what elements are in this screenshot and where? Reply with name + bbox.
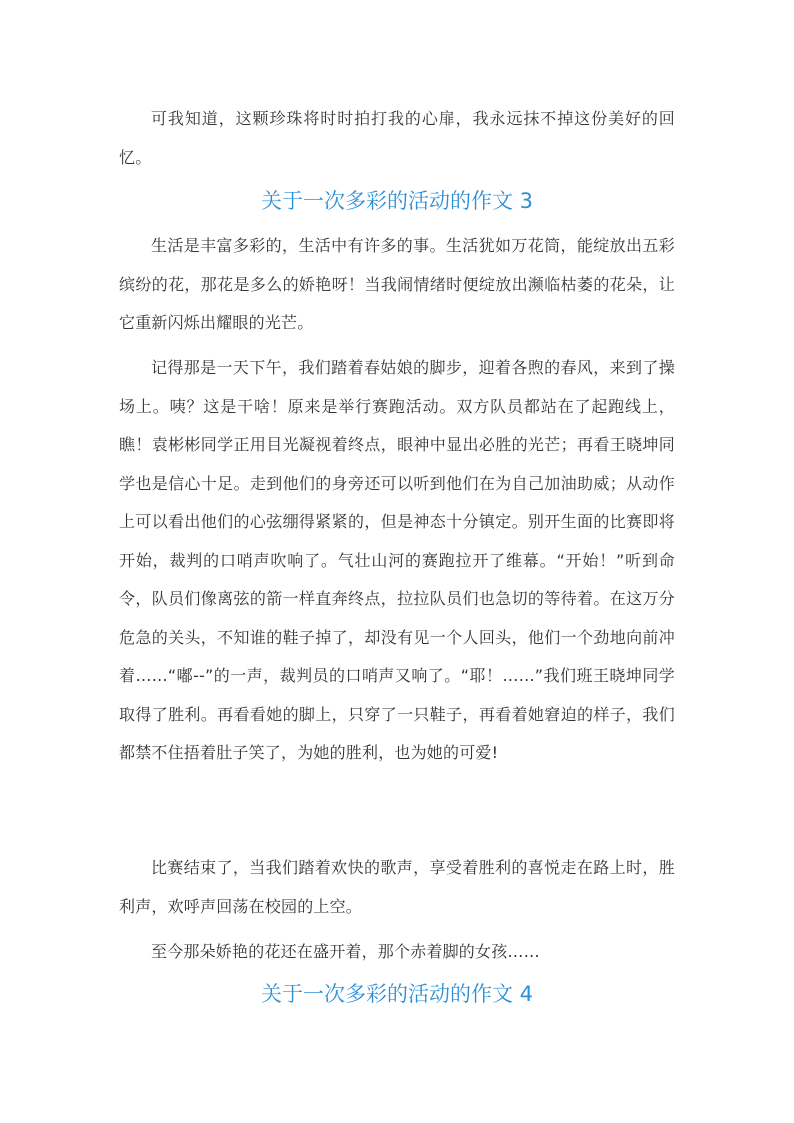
essay-3-paragraph-3: 比赛结束了，当我们踏着欢快的歌声，享受着胜利的喜悦走在路上时，胜利声，欢呼声回荡在校园的上空。 — [119, 858, 675, 916]
essay-4-heading: 关于一次多彩的活动的作文 4 — [260, 982, 534, 1006]
essay-3-heading: 关于一次多彩的活动的作文 3 — [260, 189, 534, 213]
essay-3-paragraph-2: 记得那是一天下午，我们踏着春姑娘的脚步，迎着各煦的春风，来到了操场上。咦？这是干啥！原来是举行赛跑活动。双方队员都站在了起跑线上，瞧！袁彬彬同学正用目光凝视着终点，眼神中显出必胜的光芒；再看王晓坤同学也是信心十足。走到他们的身旁还可以听到他们在为自己加油助威；从动作上可以看出他们的心弦绷得紧紧的，但是神态十分镇定。别开生面的比赛即将开始，裁判的口哨声吹响了。气壮山河的赛跑拉开了维幕。“开始！”听到命令，队员们像离弦的箭一样直奔终点，拉拉队员们也急切的等待着。在这万分危急的关头，不知谁的鞋子掉了，却没有见一个人回头，他们一个劲地向前冲着……“嘟--”的一声，裁判员的口哨声又响了。“耶！……”我们班王晓坤同学取得了胜利。再看看她的脚上，只穿了一只鞋子，再看着她窘迫的样子，我们都禁不住捂着肚子笑了，为她的胜利，也为她的可爱! — [119, 358, 675, 762]
paragraph-memory: 可我知道，这颗珍珠将时时拍打我的心扉，我永远抹不掉这份美好的回忆。 — [119, 109, 675, 167]
essay-3-paragraph-4: 至今那朵娇艳的花还在盛开着，那个赤着脚的女孩…… — [151, 942, 540, 961]
essay-3-paragraph-1: 生活是丰富多彩的，生活中有许多的事。生活犹如万花筒，能绽放出五彩缤纷的花，那花是多么的娇艳呀！当我闹情绪时便绽放出濒临枯萎的花朵，让它重新闪烁出耀眼的光芒。 — [119, 236, 675, 332]
